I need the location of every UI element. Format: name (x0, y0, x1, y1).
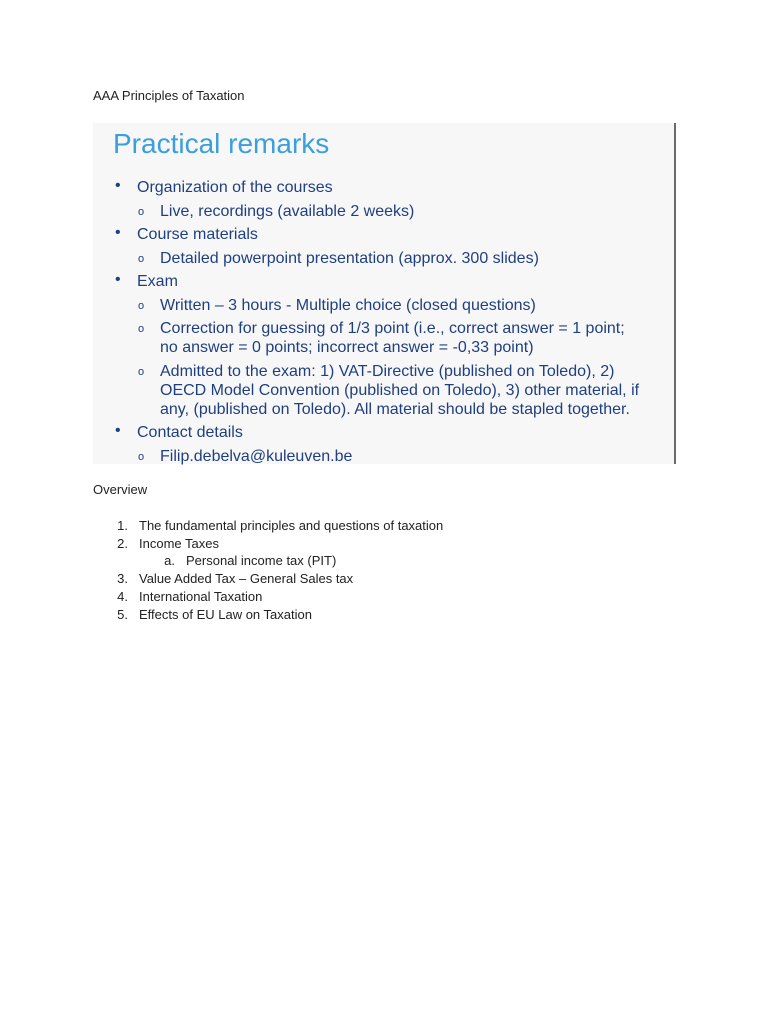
sub-bullet-marker: o (138, 205, 145, 218)
sub-bullet-marker: o (138, 450, 145, 463)
overview-item-number: a. (164, 553, 175, 569)
overview-item-text: Effects of EU Law on Taxation (139, 606, 312, 622)
slide-title: Practical remarks (113, 128, 330, 159)
sub-bullet-text: Live, recordings (available 2 weeks) (160, 202, 415, 220)
bullet-item-label: Organization of the courses (137, 179, 333, 196)
overview-item-text: Income Taxes (139, 535, 219, 551)
overview-item-text: Value Added Tax – General Sales tax (139, 571, 354, 587)
overview-item-number: 4. (117, 588, 128, 604)
slide-image-practical-remarks (93, 123, 676, 464)
sub-bullet-text: Written – 3 hours - Multiple choice (closed questions) (160, 296, 536, 314)
sub-bullet-text: Correction for guessing of 1/3 point (i.e., correct answer = 1 point; (160, 320, 625, 337)
overview-item-number: 3. (117, 571, 128, 587)
document-header: AAA Principles of Taxation (93, 88, 245, 103)
bullet-item-label: Course materials (137, 226, 258, 243)
bullet-marker: • (115, 177, 121, 194)
sub-bullet-text: Filip.debelva@kuleuven.be (160, 447, 353, 465)
sub-bullet-text: Admitted to the exam: 1) VAT-Directive (published on Toledo), 2) (160, 362, 615, 380)
bullet-marker: • (115, 271, 121, 288)
sub-bullet-marker: o (138, 252, 145, 265)
sub-bullet-marker: o (138, 365, 145, 378)
overview-item-text: Personal income tax (PIT) (186, 553, 337, 569)
overview-item-text: The fundamental principles and questions of taxation (139, 518, 444, 533)
sub-bullet-marker: o (138, 299, 145, 312)
sub-bullet-marker: o (138, 323, 145, 335)
overview-label: Overview (93, 482, 148, 497)
bullet-marker: • (115, 224, 121, 241)
overview-item-number: 5. (117, 606, 128, 622)
sub-bullet-text: OECD Model Convention (published on Toledo), 3) other material, if (160, 381, 640, 399)
bullet-item-label: Exam (137, 273, 178, 290)
overview-item-number: 1. (117, 518, 128, 533)
sub-bullet-text: any, (published on Toledo). All material should be stapled together. (160, 400, 630, 418)
overview-item-text: International Taxation (139, 588, 263, 604)
sub-bullet-text: Detailed powerpoint presentation (approx. 300 slides) (160, 249, 539, 267)
overview-item-number: 2. (117, 535, 128, 551)
sub-bullet-text: no answer = 0 points; incorrect answer = -0,33 point) (160, 339, 534, 356)
bullet-marker: • (115, 422, 121, 439)
bullet-item-label: Contact details (137, 424, 243, 441)
